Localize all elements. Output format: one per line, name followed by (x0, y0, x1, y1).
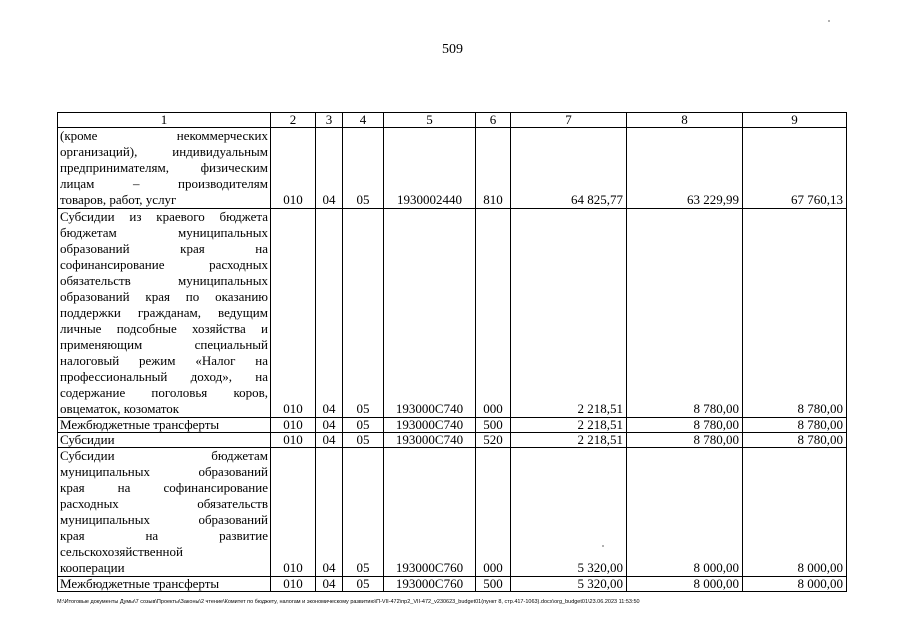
cell-c6: 500 (476, 577, 511, 592)
row-name-line: бюджетам муниципальных (60, 225, 268, 240)
row-name-cell (58, 209, 271, 418)
row-name-line: Субсидии бюджетам (60, 448, 268, 463)
row-name-line: кооперации (60, 560, 125, 575)
cell-c5: 193000С740 (384, 209, 476, 418)
column-number-row (58, 113, 847, 128)
cell-c4: 05 (343, 433, 384, 448)
row-name-line: края на развитие (60, 528, 268, 543)
row-name-line: содержание поголовья коров, (60, 385, 268, 400)
cell-c5: 193000С760 (384, 448, 476, 577)
cell-c6: 000 (476, 209, 511, 418)
row-name-line: Межбюджетные трансферты (60, 417, 220, 432)
cell-c6: 810 (476, 128, 511, 209)
document-path-footer: M:\Итоговые документы Думы\7 созыв\Проекты\Законы\2 чтение\Комитет по бюджету, налогам и экономическому развитию\П-VII-472\пр2_VII-472_v230623_budget01(пункт 8, стр.417-1063).docx\org_budget01\23.06.2023 11:53:50 (57, 599, 640, 605)
table-row (58, 209, 847, 418)
cell-c3: 04 (316, 577, 343, 592)
cell-c8: 8 780,00 (627, 209, 743, 418)
cell-c2: 010 (271, 448, 316, 577)
row-name-line: (кроме некоммерческих (60, 128, 268, 143)
row-name-line: предпринимателям, физическим (60, 160, 268, 175)
cell-c9: 8 780,00 (743, 209, 847, 418)
cell-c7: 2 218,51 (511, 209, 627, 418)
row-name-line: Субсидии из краевого бюджета (60, 209, 268, 224)
cell-c4: 05 (343, 418, 384, 433)
row-name-cell (58, 577, 271, 592)
cell-c8: 63 229,99 (627, 128, 743, 209)
row-name-line: муниципальных образований (60, 512, 268, 527)
column-header: 4 (343, 113, 384, 128)
cell-c9: 8 780,00 (743, 433, 847, 448)
cell-c7: 5 320,00 (511, 448, 627, 577)
column-header: 6 (476, 113, 511, 128)
row-name-line: обязательств муниципальных (60, 273, 268, 288)
row-name-line: края на софинансирование (60, 480, 268, 495)
row-name-line: лицам – производителям (60, 176, 268, 191)
scan-speck (602, 545, 604, 547)
cell-c2: 010 (271, 433, 316, 448)
row-name-cell (58, 433, 271, 448)
cell-c3: 04 (316, 128, 343, 209)
cell-c2: 010 (271, 128, 316, 209)
table-row (58, 448, 847, 577)
cell-c7: 5 320,00 (511, 577, 627, 592)
row-name-cell (58, 128, 271, 209)
row-name-line: образований края на (60, 241, 268, 256)
cell-c9: 8 000,00 (743, 448, 847, 577)
row-name-line: Субсидии (60, 432, 115, 447)
table-row (58, 128, 847, 209)
cell-c3: 04 (316, 433, 343, 448)
row-name-line: поддержки гражданам, ведущим (60, 305, 268, 320)
table-row (58, 418, 847, 433)
cell-c8: 8 780,00 (627, 433, 743, 448)
cell-c3: 04 (316, 418, 343, 433)
row-name-line: овцематок, козоматок (60, 401, 180, 416)
scan-speck (828, 20, 830, 22)
column-header: 8 (627, 113, 743, 128)
cell-c4: 05 (343, 209, 384, 418)
cell-c2: 010 (271, 577, 316, 592)
row-name-cell (58, 448, 271, 577)
cell-c5: 193000С740 (384, 433, 476, 448)
cell-c4: 05 (343, 448, 384, 577)
cell-c6: 500 (476, 418, 511, 433)
cell-c5: 193000С760 (384, 577, 476, 592)
row-name-line: налоговый режим «Налог на (60, 353, 268, 368)
page-number: 509 (442, 42, 463, 57)
cell-c9: 67 760,13 (743, 128, 847, 209)
cell-c2: 010 (271, 418, 316, 433)
cell-c9: 8 780,00 (743, 418, 847, 433)
cell-c4: 05 (343, 577, 384, 592)
cell-c5: 1930002440 (384, 128, 476, 209)
cell-c7: 2 218,51 (511, 418, 627, 433)
cell-c6: 000 (476, 448, 511, 577)
column-header: 7 (511, 113, 627, 128)
column-header: 1 (58, 113, 271, 128)
cell-c8: 8 780,00 (627, 418, 743, 433)
cell-c9: 8 000,00 (743, 577, 847, 592)
row-name-line: организаций), индивидуальным (60, 144, 268, 159)
cell-c7: 2 218,51 (511, 433, 627, 448)
row-name-line: расходных обязательств (60, 496, 268, 511)
table-row (58, 433, 847, 448)
row-name-line: профессиональный доход», на (60, 369, 268, 384)
cell-c4: 05 (343, 128, 384, 209)
table-row (58, 577, 847, 592)
row-name-line: Межбюджетные трансферты (60, 576, 220, 591)
row-name-line: товаров, работ, услуг (60, 192, 177, 207)
row-name-line: муниципальных образований (60, 464, 268, 479)
cell-c3: 04 (316, 448, 343, 577)
row-name-line: применяющим специальный (60, 337, 268, 352)
column-header: 5 (384, 113, 476, 128)
column-header: 3 (316, 113, 343, 128)
cell-c6: 520 (476, 433, 511, 448)
row-name-cell (58, 418, 271, 433)
row-name-line: личные подсобные хозяйства и (60, 321, 268, 336)
row-name-line: софинансирование расходных (60, 257, 268, 272)
cell-c2: 010 (271, 209, 316, 418)
cell-c5: 193000С740 (384, 418, 476, 433)
row-name-line: сельскохозяйственной (60, 544, 183, 559)
cell-c3: 04 (316, 209, 343, 418)
cell-c7: 64 825,77 (511, 128, 627, 209)
column-header: 2 (271, 113, 316, 128)
cell-c8: 8 000,00 (627, 577, 743, 592)
cell-c8: 8 000,00 (627, 448, 743, 577)
budget-table (57, 112, 847, 592)
row-name-line: образований края по оказанию (60, 289, 268, 304)
column-header: 9 (743, 113, 847, 128)
